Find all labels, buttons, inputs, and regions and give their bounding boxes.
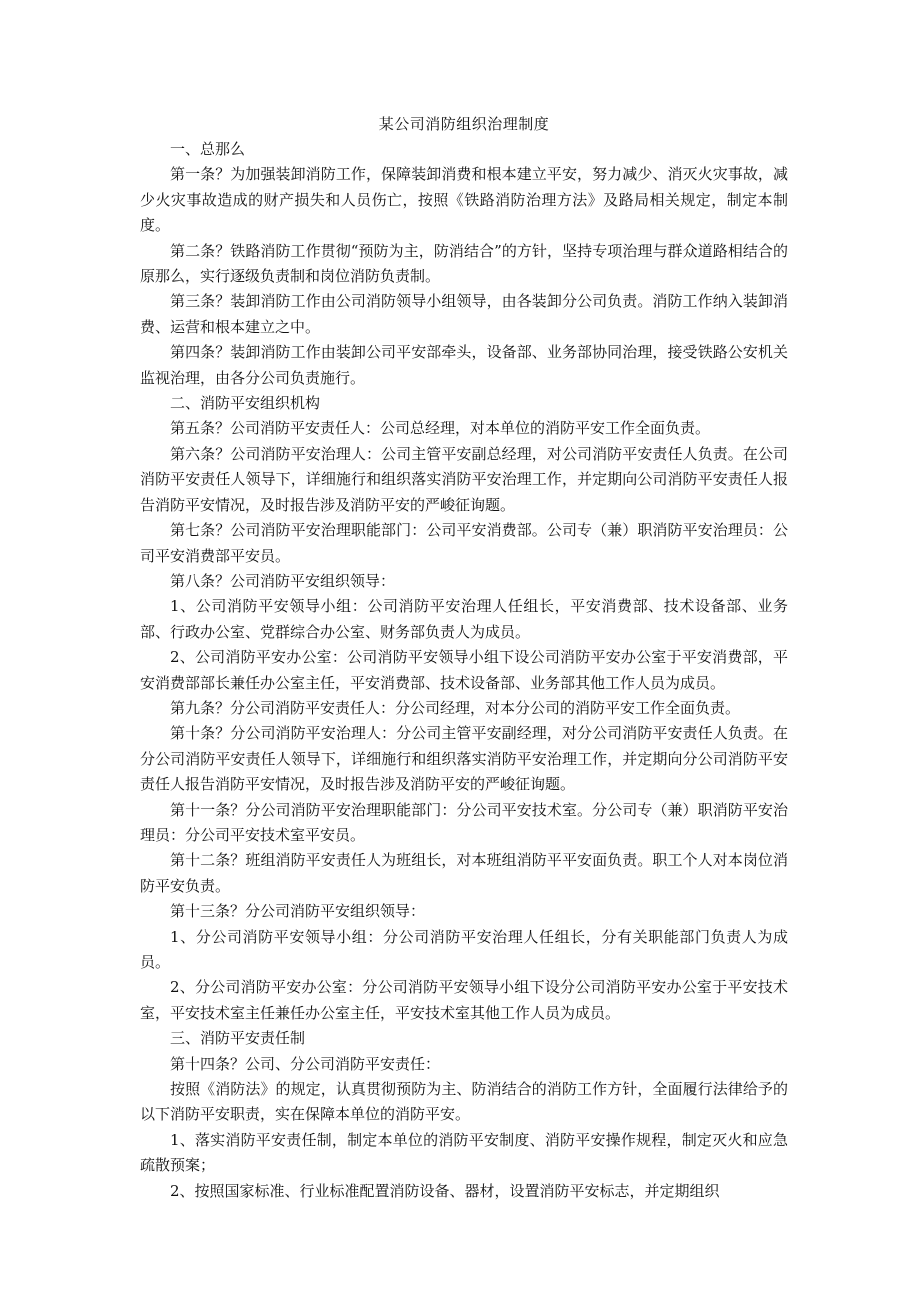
- paragraph: 第五条？公司消防平安责任人：公司总经理，对本单位的消防平安工作全面负责。: [170, 419, 711, 438]
- paragraph: 第二条？铁路消防工作贯彻“预防为主，防消结合”的方针，坚持专项治理与群众道路相结合的原那么，实行逐级负责制和岗位消防负责制。: [140, 241, 788, 286]
- paragraph: 第十二条？班组消防平安责任人为班组长，对本班组消防平平安面负责。职工个人对本岗位消防平安负责。: [140, 851, 788, 895]
- document-title: 某公司消防组织治理制度: [378, 115, 550, 133]
- paragraph: 1、落实消防平安责任制，制定本单位的消防平安制度、消防平安操作规程，制定灭火和应急疏散预案；: [140, 1130, 788, 1175]
- section-heading: 三、消防平安责任制: [170, 1029, 306, 1048]
- paragraph: 第三条？装卸消防工作由公司消防领导小组领导，由各装卸分公司负责。消防工作纳入装卸消费、运营和根本建立之中。: [140, 292, 788, 336]
- paragraph: 第四条？装卸消防工作由装卸公司平安部牵头，设备部、业务部协同治理，接受铁路公安机关监视治理，由各分公司负责施行。: [140, 343, 788, 387]
- paragraph: 第十三条？分公司消防平安组织领导：: [170, 902, 426, 921]
- paragraph: 2、按照国家标准、行业标准配置消防设备、器材，设置消防平安标志，并定期组织: [170, 1181, 720, 1200]
- section-heading: 二、消防平安组织机构: [170, 394, 321, 413]
- section-heading: 一、总那么: [170, 140, 246, 158]
- paragraph: 第十四条？公司、分公司消防平安责任：: [170, 1054, 441, 1073]
- paragraph: 2、公司消防平安办公室：公司消防平安领导小组下设公司消防平安办公室于平安消费部，平安消费部部长兼任办公室主任，平安消费部、技术设备部、业务部其他工作人员为成员。: [140, 648, 788, 692]
- document-body: [140, 112, 788, 1204]
- paragraph: 1、分公司消防平安领导小组：分公司消防平安治理人任组长，分有关职能部门负责人为成员。: [140, 927, 788, 971]
- paragraph: 第九条？分公司消防平安责任人：分公司经理，对本分公司的消防平安工作全面负责。: [170, 698, 741, 717]
- paragraph: 第一条？为加强装卸消防工作，保障装卸消费和根本建立平安，努力减少、消灭火灾事故，减少火灾事故造成的财产损失和人员伤亡，按照《铁路消防治理方法》及路局相关规定，制定本制度。: [140, 165, 788, 235]
- paragraph: 第七条？公司消防平安治理职能部门：公司平安消费部。公司专（兼）职消防平安治理员：公司平安消费部平安员。: [140, 521, 788, 565]
- paragraph: 第十一条？分公司消防平安治理职能部门：分公司平安技术室。分公司专（兼）职消防平安治理员：分公司平安技术室平安员。: [140, 800, 788, 844]
- paragraph: 按照《消防法》的规定，认真贯彻预防为主、防消结合的消防工作方针，全面履行法律给予的以下消防平安职责，实在保障本单位的消防平安。: [140, 1080, 788, 1124]
- paragraph: 第十条？分公司消防平安治理人：分公司主管平安副经理，对分公司消防平安责任人负责。在分公司消防平安责任人领导下，详细施行和组织落实消防平安治理工作，并定期向分公司消防平安责任人报告消防平安情况，及时报告涉及消防平安的严峻征询题。: [140, 724, 788, 794]
- paragraph: 1、公司消防平安领导小组：公司消防平安治理人任组长，平安消费部、技术设备部、业务部、行政办公室、党群综合办公室、财务部负责人为成员。: [140, 597, 788, 641]
- paragraph: 2、分公司消防平安办公室：分公司消防平安领导小组下设分公司消防平安办公室于平安技术室，平安技术室主任兼任办公室主任，平安技术室其他工作人员为成员。: [140, 978, 788, 1022]
- paragraph-list: [140, 137, 788, 1204]
- paragraph: 第六条？公司消防平安治理人：公司主管平安副总经理，对公司消防平安责任人负责。在公司消防平安责任人领导下，详细施行和组织落实消防平安治理工作，并定期向公司消防平安责任人报告消防平安情况，及时报告涉及消防平安的严峻征询题。: [140, 444, 788, 514]
- paragraph: 第八条？公司消防平安组织领导：: [170, 571, 396, 590]
